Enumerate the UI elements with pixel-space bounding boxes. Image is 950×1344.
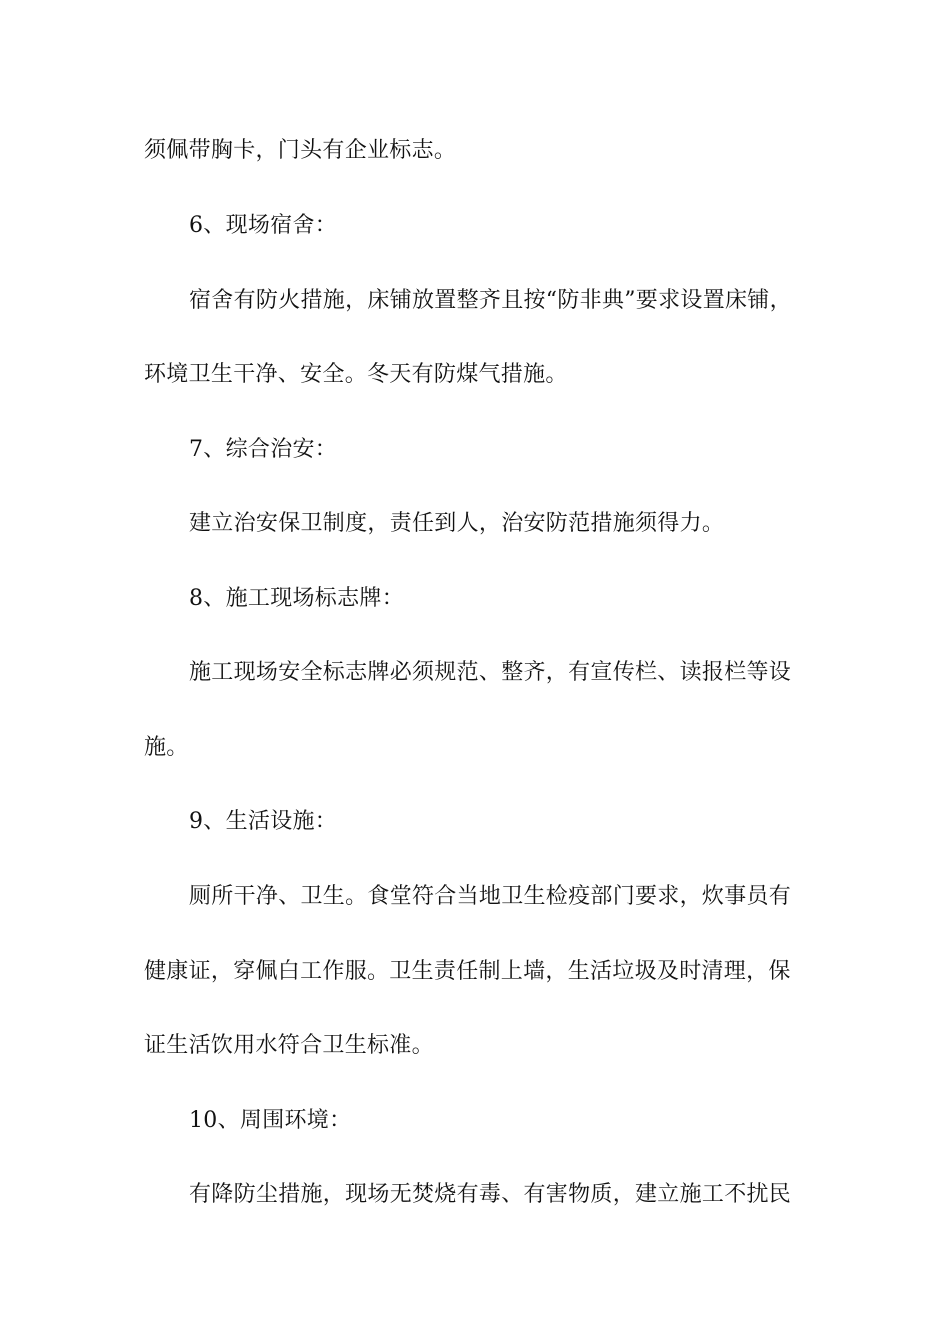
body-text-line: 施工现场安全标志牌必须规范、整齐，有宣传栏、读报栏等设 [189, 660, 792, 685]
body-text-line: 证生活饮用水符合卫生标准。 [144, 1033, 434, 1058]
body-text-line: 厕所干净、卫生。食堂符合当地卫生检疫部门要求，炊事员有 [189, 884, 792, 909]
section-heading: 10、周围环境： [189, 1108, 352, 1133]
body-text-line: 施。 [144, 735, 189, 760]
body-text-line: 建立治安保卫制度，责任到人，治安防范措施须得力。 [189, 511, 725, 536]
section-heading: 9、生活设施： [189, 809, 338, 834]
body-text-line: 须佩带胸卡，门头有企业标志。 [144, 138, 457, 163]
section-heading: 6、现场宿舍： [189, 213, 338, 238]
body-text-line: 有降防尘措施，现场无焚烧有毒、有害物质，建立施工不扰民 [189, 1182, 792, 1207]
body-text-line: 健康证，穿佩白工作服。卫生责任制上墙，生活垃圾及时清理，保 [144, 959, 791, 984]
body-text-line: 宿舍有防火措施，床铺放置整齐且按“防非典”要求设置床铺， [189, 288, 792, 313]
section-heading: 8、施工现场标志牌： [189, 586, 404, 611]
body-text-line: 环境卫生干净、安全。冬天有防煤气措施。 [144, 362, 568, 387]
section-heading: 7、综合治安： [189, 437, 338, 462]
